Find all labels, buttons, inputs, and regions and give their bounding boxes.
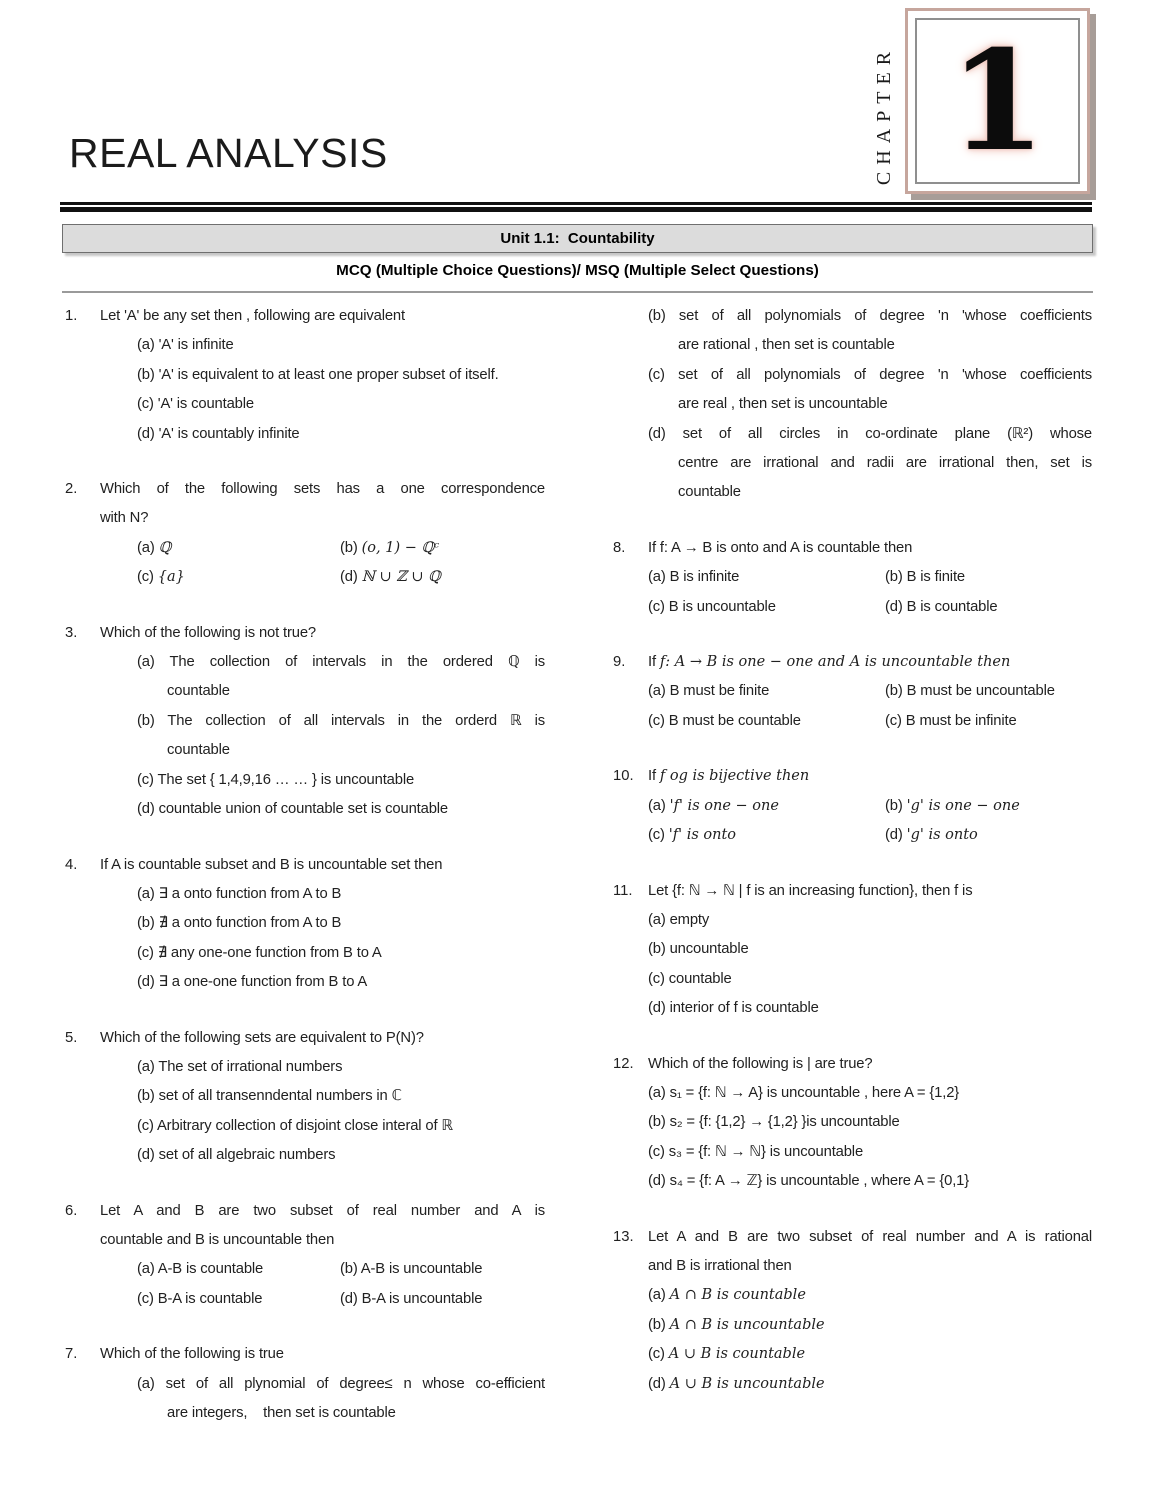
- line-text: are rational , then set is countable: [678, 337, 895, 354]
- option-item: [648, 821, 885, 850]
- questions-left-column: [65, 302, 545, 1454]
- line-text: A ∪ B is countable: [668, 1346, 806, 1363]
- option-item: [648, 677, 885, 706]
- line-text: (a) The set of irrational numbers: [137, 1058, 343, 1075]
- option-item: [137, 648, 545, 707]
- line-text: (b) 'A' is equivalent to at least one proper subset of itself.: [137, 366, 499, 383]
- option-label: (c): [648, 1346, 669, 1363]
- option-line: [137, 968, 545, 997]
- questions-right-column: [613, 302, 1092, 1454]
- line-text: (d) set of all circles in co-ordinate plane (ℝ²) whose: [648, 425, 1092, 442]
- line-text: 'g' is one − one: [906, 797, 1020, 814]
- subtitle-rule: [62, 291, 1093, 293]
- question-line: [648, 534, 1092, 563]
- question-text: [100, 1340, 545, 1369]
- option-item: [137, 880, 545, 909]
- question-number: 12.: [613, 1055, 634, 1072]
- option-item: [648, 361, 1092, 420]
- line-text: Let 'A' be any set then , following are equivalent: [100, 308, 405, 324]
- line-text: (c) ∄ any one-one function from B to A: [137, 944, 382, 961]
- options-list: [137, 1370, 545, 1429]
- option-line: [137, 766, 545, 795]
- options-list: [648, 302, 1092, 508]
- line-text: (c) B must be countable: [648, 712, 801, 729]
- line-text: (a) set of all plynomial of degree≤ n whose co-efficient: [137, 1375, 545, 1392]
- option-label: (a): [648, 797, 670, 814]
- chapter-box: [905, 8, 1090, 194]
- question-block: [613, 762, 1092, 850]
- option-item: [648, 1138, 1092, 1167]
- option-line: [648, 935, 1092, 964]
- line-text: (a) B must be finite: [648, 683, 770, 700]
- option-line: [648, 1167, 1092, 1196]
- options-list: [648, 792, 1092, 851]
- option-line: [648, 593, 885, 622]
- option-item: [648, 302, 1092, 361]
- line-text: (d) set of all algebraic numbers: [137, 1147, 336, 1164]
- option-line: [137, 1053, 545, 1082]
- line-text: are integers, then set is countable: [167, 1405, 396, 1421]
- line-text: and B is irrational then: [648, 1257, 792, 1274]
- question-line: [648, 1223, 1092, 1252]
- option-item: [137, 534, 340, 563]
- line-text: centre are irrational and radii are irrational then, set is: [678, 455, 1092, 472]
- line-text: Which of the following is not true?: [100, 624, 316, 641]
- option-line: [648, 1281, 1092, 1310]
- line-text: A ∩ B is countable: [669, 1287, 806, 1304]
- question-number: 1.: [65, 308, 78, 324]
- option-item: [885, 593, 1092, 622]
- line-text: (b) A-B is uncountable: [340, 1261, 483, 1278]
- options-list: [137, 534, 545, 593]
- line-text: A ∩ B is uncountable: [669, 1316, 825, 1333]
- option-label: If: [648, 654, 660, 671]
- question-line: [100, 475, 545, 504]
- option-line: [648, 677, 885, 706]
- option-item: [137, 968, 545, 997]
- option-label: (c): [137, 569, 158, 586]
- line-text: Which of the following sets has a one correspondence: [100, 481, 545, 498]
- option-item: [340, 1285, 545, 1314]
- question-number: 5.: [65, 1029, 78, 1046]
- question-block: [65, 619, 545, 825]
- question-line: [100, 1197, 545, 1226]
- line-text: (b) set of all polynomials of degree 'n 'whose coefficients: [648, 308, 1092, 324]
- option-line: [137, 1082, 545, 1111]
- options-list: [648, 1079, 1092, 1197]
- question-text: [648, 877, 1092, 906]
- question-line: [648, 877, 1092, 906]
- option-item: [137, 331, 545, 360]
- option-item: [648, 792, 885, 821]
- option-label: (a): [137, 539, 159, 556]
- option-line: [648, 478, 1092, 507]
- line-text: (d) B is countable: [885, 598, 998, 615]
- option-item: [648, 1340, 1092, 1369]
- line-text: countable: [167, 742, 230, 759]
- line-text: (a) A-B is countable: [137, 1261, 264, 1278]
- option-line: [648, 1079, 1092, 1108]
- option-item: [340, 534, 545, 563]
- line-text: Let {f: ℕ → ℕ | f is an increasing function}, then f is: [648, 882, 973, 899]
- option-line: [137, 563, 340, 592]
- option-item: [648, 593, 885, 622]
- option-line: [648, 792, 885, 821]
- option-line: [137, 677, 545, 706]
- title-rule: [60, 202, 1092, 212]
- line-text: (b) B is finite: [885, 569, 965, 586]
- option-line: [137, 331, 545, 360]
- question-number: 4.: [65, 856, 78, 873]
- line-text: (a) empty: [648, 911, 710, 928]
- line-text: (c) B must be infinite: [885, 712, 1017, 729]
- option-line: [648, 420, 1092, 449]
- unit-bar: [62, 224, 1093, 253]
- question-line: [100, 851, 545, 880]
- line-text: (c) 'A' is countable: [137, 396, 254, 413]
- line-text: ℕ ∪ ℤ ∪ ℚ: [361, 569, 441, 586]
- title-rule-thin-line: [60, 202, 1092, 205]
- option-line: [885, 821, 1092, 850]
- question-block: [613, 648, 1092, 736]
- option-item: [137, 1255, 340, 1284]
- line-text: (o, 1) − ℚᶜ: [361, 539, 440, 556]
- option-line: [137, 1141, 545, 1170]
- option-item: [648, 1311, 1092, 1340]
- question-line: [648, 762, 1092, 791]
- question-block: [65, 1024, 545, 1171]
- option-line: [137, 736, 545, 765]
- line-text: (d) 'A' is countably infinite: [137, 425, 300, 442]
- question-block: [613, 302, 1092, 508]
- option-line: [648, 1311, 1092, 1340]
- option-line: [885, 792, 1092, 821]
- question-line: [648, 648, 1092, 677]
- option-item: [648, 1108, 1092, 1137]
- line-text: (d) s₄ = {f: A → ℤ} is uncountable , where A = {0,1}: [648, 1173, 970, 1190]
- option-line: [648, 449, 1092, 478]
- option-label: (b): [340, 539, 362, 556]
- line-text: countable: [678, 484, 741, 501]
- line-text: are real , then set is uncountable: [678, 396, 888, 413]
- option-line: [648, 965, 1092, 994]
- option-label: If: [648, 768, 660, 785]
- question-text: [100, 851, 545, 880]
- line-text: (a) 'A' is infinite: [137, 337, 234, 354]
- line-text: (c) countable: [648, 970, 732, 987]
- question-line: [100, 619, 545, 648]
- question-line: [100, 1024, 545, 1053]
- option-item: [885, 821, 1092, 850]
- option-label: (b): [648, 1316, 670, 1333]
- option-item: [648, 420, 1092, 508]
- line-text: (c) B is uncountable: [648, 598, 776, 615]
- option-item: [137, 1370, 545, 1429]
- line-text: (c) s₃ = {f: ℕ → ℕ} is uncountable: [648, 1143, 864, 1160]
- option-line: [885, 677, 1092, 706]
- option-line: [648, 1138, 1092, 1167]
- option-label: (a): [648, 1287, 670, 1304]
- option-line: [137, 390, 545, 419]
- line-text: Let A and B are two subset of real number and A is: [100, 1202, 545, 1219]
- question-number: 6.: [65, 1202, 78, 1219]
- option-line: [137, 795, 545, 824]
- option-item: [137, 390, 545, 419]
- question-text: [648, 1223, 1092, 1282]
- line-text: (d) countable union of countable set is countable: [137, 801, 449, 818]
- question-line: [100, 1226, 545, 1255]
- option-label: (d): [648, 1375, 670, 1392]
- line-text: (d) interior of f is countable: [648, 1000, 819, 1017]
- option-line: [340, 563, 545, 592]
- option-item: [648, 994, 1092, 1023]
- option-line: [885, 563, 1092, 592]
- chapter-label: CHAPTER: [873, 44, 895, 186]
- option-item: [137, 909, 545, 938]
- option-line: [648, 1340, 1092, 1369]
- options-list: [137, 1255, 545, 1314]
- option-item: [885, 563, 1092, 592]
- question-text: [648, 534, 1092, 563]
- line-text: (a) B is infinite: [648, 569, 740, 586]
- line-text: (a) The collection of intervals in the ordered ℚ is: [137, 654, 545, 671]
- question-block: [613, 1223, 1092, 1399]
- line-text: Let A and B are two subset of real number and A is rational: [648, 1228, 1092, 1245]
- line-text: (c) The set { 1,4,9,16 … … } is uncountable: [137, 771, 415, 788]
- option-item: [648, 1167, 1092, 1196]
- question-text: [100, 302, 545, 331]
- option-line: [137, 420, 545, 449]
- page-title: REAL ANALYSIS: [69, 130, 388, 176]
- question-line: [100, 504, 545, 533]
- options-list: [137, 880, 545, 998]
- question-text: [648, 762, 1092, 791]
- option-line: [137, 534, 340, 563]
- question-text: [648, 648, 1092, 677]
- option-item: [137, 707, 545, 766]
- question-text: [100, 1024, 545, 1053]
- line-text: (a) s₁ = {f: ℕ → A} is uncountable , here A = {1,2}: [648, 1084, 960, 1101]
- option-line: [340, 1285, 545, 1314]
- line-text: 'f' is onto: [668, 827, 737, 844]
- option-item: [137, 1053, 545, 1082]
- option-line: [137, 1255, 340, 1284]
- line-text: (b) uncountable: [648, 941, 749, 958]
- option-label: (b): [885, 797, 907, 814]
- option-item: [885, 677, 1092, 706]
- line-text: (c) Arbitrary collection of disjoint close interal of ℝ: [137, 1117, 453, 1134]
- options-list: [137, 331, 545, 449]
- title-rule-thick-line: [60, 207, 1092, 212]
- option-item: [648, 563, 885, 592]
- option-line: [648, 994, 1092, 1023]
- option-item: [648, 935, 1092, 964]
- option-line: [648, 331, 1092, 360]
- questions-columns: [65, 302, 1092, 1454]
- option-item: [340, 1255, 545, 1284]
- option-line: [137, 1112, 545, 1141]
- line-text: Which of the following is true: [100, 1346, 284, 1363]
- question-line: [648, 1252, 1092, 1281]
- line-text: (b) set of all transenndental numbers in ℂ: [137, 1088, 402, 1105]
- options-list: [137, 1053, 545, 1171]
- line-text: f og is bijective then: [659, 768, 810, 785]
- option-label: (d): [340, 569, 362, 586]
- question-number: 13.: [613, 1228, 634, 1245]
- option-line: [885, 707, 1092, 736]
- chapter-number: 1: [949, 19, 1046, 182]
- option-line: [340, 534, 545, 563]
- option-item: [648, 1281, 1092, 1310]
- option-line: [885, 593, 1092, 622]
- option-line: [648, 906, 1092, 935]
- line-text: with N?: [100, 510, 149, 527]
- options-list: [648, 677, 1092, 736]
- option-line: [648, 390, 1092, 419]
- line-text: (a) ∃ a onto function from A to B: [137, 885, 342, 902]
- option-line: [648, 361, 1092, 390]
- question-block: [65, 475, 545, 593]
- option-line: [137, 707, 545, 736]
- question-line: [100, 302, 545, 331]
- option-line: [137, 1399, 545, 1428]
- option-item: [137, 1112, 545, 1141]
- option-label: (c): [648, 827, 669, 844]
- option-line: [648, 707, 885, 736]
- option-item: [648, 906, 1092, 935]
- question-line: [100, 1340, 545, 1369]
- line-text: countable: [167, 683, 230, 700]
- option-item: [340, 563, 545, 592]
- option-line: [340, 1255, 545, 1284]
- question-number: 9.: [613, 654, 626, 671]
- option-line: [648, 821, 885, 850]
- option-line: [137, 361, 545, 390]
- option-item: [137, 1141, 545, 1170]
- option-item: [648, 965, 1092, 994]
- options-list: [137, 648, 545, 824]
- line-text: (b) B must be uncountable: [885, 683, 1055, 700]
- option-item: [137, 420, 545, 449]
- line-text: (d) B-A is uncountable: [340, 1290, 483, 1307]
- question-number: 7.: [65, 1346, 78, 1363]
- options-list: [648, 563, 1092, 622]
- options-list: [648, 1281, 1092, 1399]
- question-text: [100, 1197, 545, 1256]
- option-item: [885, 707, 1092, 736]
- question-number: 3.: [65, 624, 78, 641]
- option-line: [648, 563, 885, 592]
- option-line: [648, 1370, 1092, 1399]
- question-block: [65, 302, 545, 449]
- chapter-box-inner-frame: [915, 18, 1080, 184]
- option-item: [137, 361, 545, 390]
- line-text: (d) ∃ a one-one function from B to A: [137, 974, 368, 991]
- line-text: ℚ: [158, 539, 172, 556]
- option-item: [648, 1370, 1092, 1399]
- mcq-subtitle: MCQ (Multiple Choice Questions)/ MSQ (Multiple Select Questions): [336, 262, 819, 279]
- option-line: [137, 939, 545, 968]
- question-number: 11.: [613, 882, 633, 899]
- option-line: [648, 302, 1092, 331]
- option-item: [648, 707, 885, 736]
- line-text: Which of the following sets are equivalent to P(N)?: [100, 1029, 424, 1046]
- line-text: countable and B is uncountable then: [100, 1231, 335, 1248]
- option-item: [648, 1079, 1092, 1108]
- options-list: [648, 906, 1092, 1024]
- line-text: f: A → B is one − one and A is uncountable then: [659, 654, 1011, 671]
- option-line: [648, 1108, 1092, 1137]
- option-item: [885, 792, 1092, 821]
- question-block: [65, 1197, 545, 1315]
- question-block: [65, 851, 545, 998]
- option-line: [137, 909, 545, 938]
- line-text: If A is countable subset and B is uncountable set then: [100, 856, 443, 873]
- option-line: [137, 880, 545, 909]
- question-text: [100, 619, 545, 648]
- option-item: [137, 563, 340, 592]
- option-line: [137, 1285, 340, 1314]
- question-number: 8.: [613, 539, 626, 556]
- line-text: (c) set of all polynomials of degree 'n 'whose coefficients: [648, 366, 1092, 383]
- line-text: (c) B-A is countable: [137, 1290, 263, 1307]
- option-item: [137, 1285, 340, 1314]
- question-block: [613, 534, 1092, 622]
- line-text: {a}: [157, 569, 185, 586]
- option-item: [137, 1082, 545, 1111]
- line-text: 'f' is one − one: [669, 797, 779, 814]
- unit-title: Unit 1.1: Countability: [500, 230, 655, 247]
- question-block: [65, 1340, 545, 1428]
- question-block: [613, 877, 1092, 1024]
- line-text: Which of the following is | are true?: [648, 1055, 873, 1072]
- line-text: If f: A → B is onto and A is countable then: [648, 539, 913, 556]
- option-item: [137, 795, 545, 824]
- line-text: (b) The collection of all intervals in the orderd ℝ is: [137, 712, 545, 729]
- question-text: [648, 1050, 1092, 1079]
- option-line: [137, 648, 545, 677]
- line-text: (b) s₂ = {f: {1,2} → {1,2} }is uncountable: [648, 1114, 900, 1131]
- question-number: 2.: [65, 481, 78, 498]
- option-item: [137, 939, 545, 968]
- option-line: [137, 1370, 545, 1399]
- question-text: [100, 475, 545, 534]
- question-line: [648, 1050, 1092, 1079]
- line-text: 'g' is onto: [906, 827, 978, 844]
- question-number: 10.: [613, 768, 634, 785]
- line-text: (b) ∄ a onto function from A to B: [137, 915, 342, 932]
- option-label: (d): [885, 827, 907, 844]
- option-item: [137, 766, 545, 795]
- question-block: [613, 1050, 1092, 1197]
- line-text: A ∪ B is uncountable: [669, 1375, 825, 1392]
